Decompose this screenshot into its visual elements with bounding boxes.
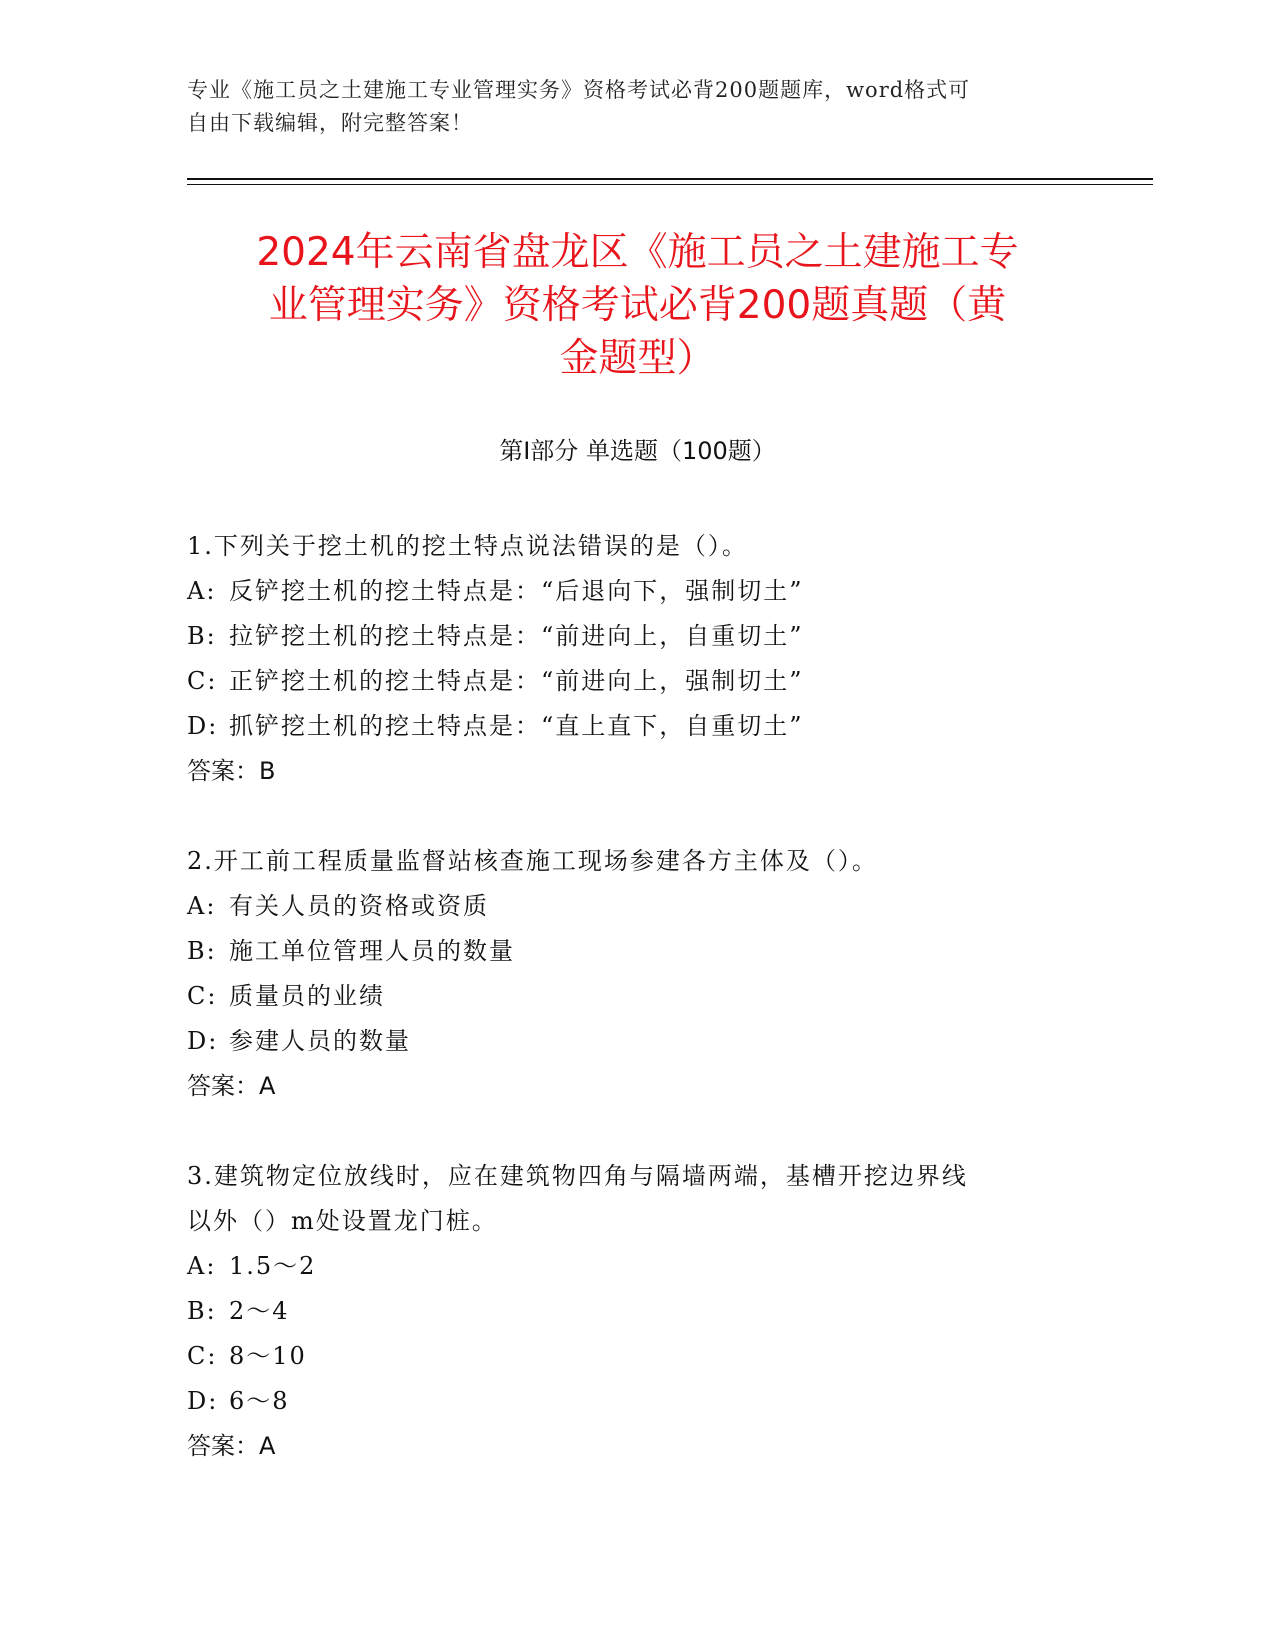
- option-letter: C:: [187, 982, 218, 1010]
- option-text: 8～10: [229, 1342, 307, 1370]
- option-letter: D:: [187, 1027, 219, 1055]
- option-text: 2～4: [229, 1297, 290, 1325]
- option-text: 1.5～2: [229, 1252, 317, 1280]
- answer-line: 答案：A: [187, 1072, 276, 1100]
- header-divider-thick: [187, 178, 1153, 180]
- option-d: [187, 704, 1087, 749]
- question-stem: 2.开工前工程质量监督站核查施工现场参建各方主体及（）。: [187, 847, 878, 875]
- title-line: 业管理实务》资格考试必背200题真题（黄: [268, 283, 1007, 328]
- document-title: [150, 226, 1125, 385]
- option-b: [187, 614, 1087, 659]
- question-item: [187, 524, 1087, 794]
- option-letter: B:: [187, 1297, 217, 1325]
- option-b: [187, 929, 1087, 974]
- option-a: [187, 1244, 1087, 1289]
- option-letter: A:: [187, 892, 217, 920]
- option-letter: B:: [187, 622, 217, 650]
- header-note: [187, 74, 1087, 140]
- option-letter: C:: [187, 1342, 218, 1370]
- option-b: [187, 1289, 1087, 1334]
- option-c: [187, 974, 1087, 1019]
- header-note-line: 自由下载编辑，附完整答案！: [187, 111, 473, 135]
- section-title: 第Ⅰ部分 单选题（100题）: [499, 437, 776, 465]
- title-line: 金题型）: [559, 336, 716, 381]
- option-text: 拉铲挖土机的挖土特点是：“前进向上，自重切土”: [229, 622, 804, 650]
- answer-line: 答案：B: [187, 757, 276, 785]
- question-stem-continued: 以外（）m处设置龙门桩。: [187, 1207, 498, 1235]
- option-letter: C:: [187, 667, 218, 695]
- header-note-line: 专业《施工员之土建施工专业管理实务》资格考试必背200题题库，word格式可: [187, 78, 971, 102]
- option-c: [187, 1334, 1087, 1379]
- option-text: 参建人员的数量: [229, 1027, 411, 1055]
- question-list: [187, 524, 1087, 1514]
- header-divider-thin: [187, 184, 1153, 185]
- option-letter: D:: [187, 1387, 219, 1415]
- option-letter: B:: [187, 937, 217, 965]
- title-line: 2024年云南省盘龙区《施工员之土建施工专: [256, 230, 1019, 275]
- option-letter: A:: [187, 577, 217, 605]
- question-stem: 1.下列关于挖土机的挖土特点说法错误的是（）。: [187, 532, 748, 560]
- question-item: [187, 1154, 1087, 1469]
- option-letter: A:: [187, 1252, 217, 1280]
- option-text: 正铲挖土机的挖土特点是：“前进向上，强制切土”: [229, 667, 804, 695]
- option-text: 施工单位管理人员的数量: [229, 937, 515, 965]
- option-d: [187, 1019, 1087, 1064]
- option-text: 反铲挖土机的挖土特点是：“后退向下，强制切土”: [229, 577, 804, 605]
- option-a: [187, 884, 1087, 929]
- option-d: [187, 1379, 1087, 1424]
- option-text: 有关人员的资格或资质: [229, 892, 489, 920]
- option-text: 抓铲挖土机的挖土特点是：“直上直下，自重切土”: [229, 712, 804, 740]
- option-letter: D:: [187, 712, 219, 740]
- question-stem: 3.建筑物定位放线时，应在建筑物四角与隔墙两端，基槽开挖边界线: [187, 1162, 968, 1190]
- option-a: [187, 569, 1087, 614]
- question-item: [187, 839, 1087, 1109]
- answer-line: 答案：A: [187, 1432, 276, 1460]
- option-text: 质量员的业绩: [229, 982, 385, 1010]
- option-text: 6～8: [229, 1387, 290, 1415]
- option-c: [187, 659, 1087, 704]
